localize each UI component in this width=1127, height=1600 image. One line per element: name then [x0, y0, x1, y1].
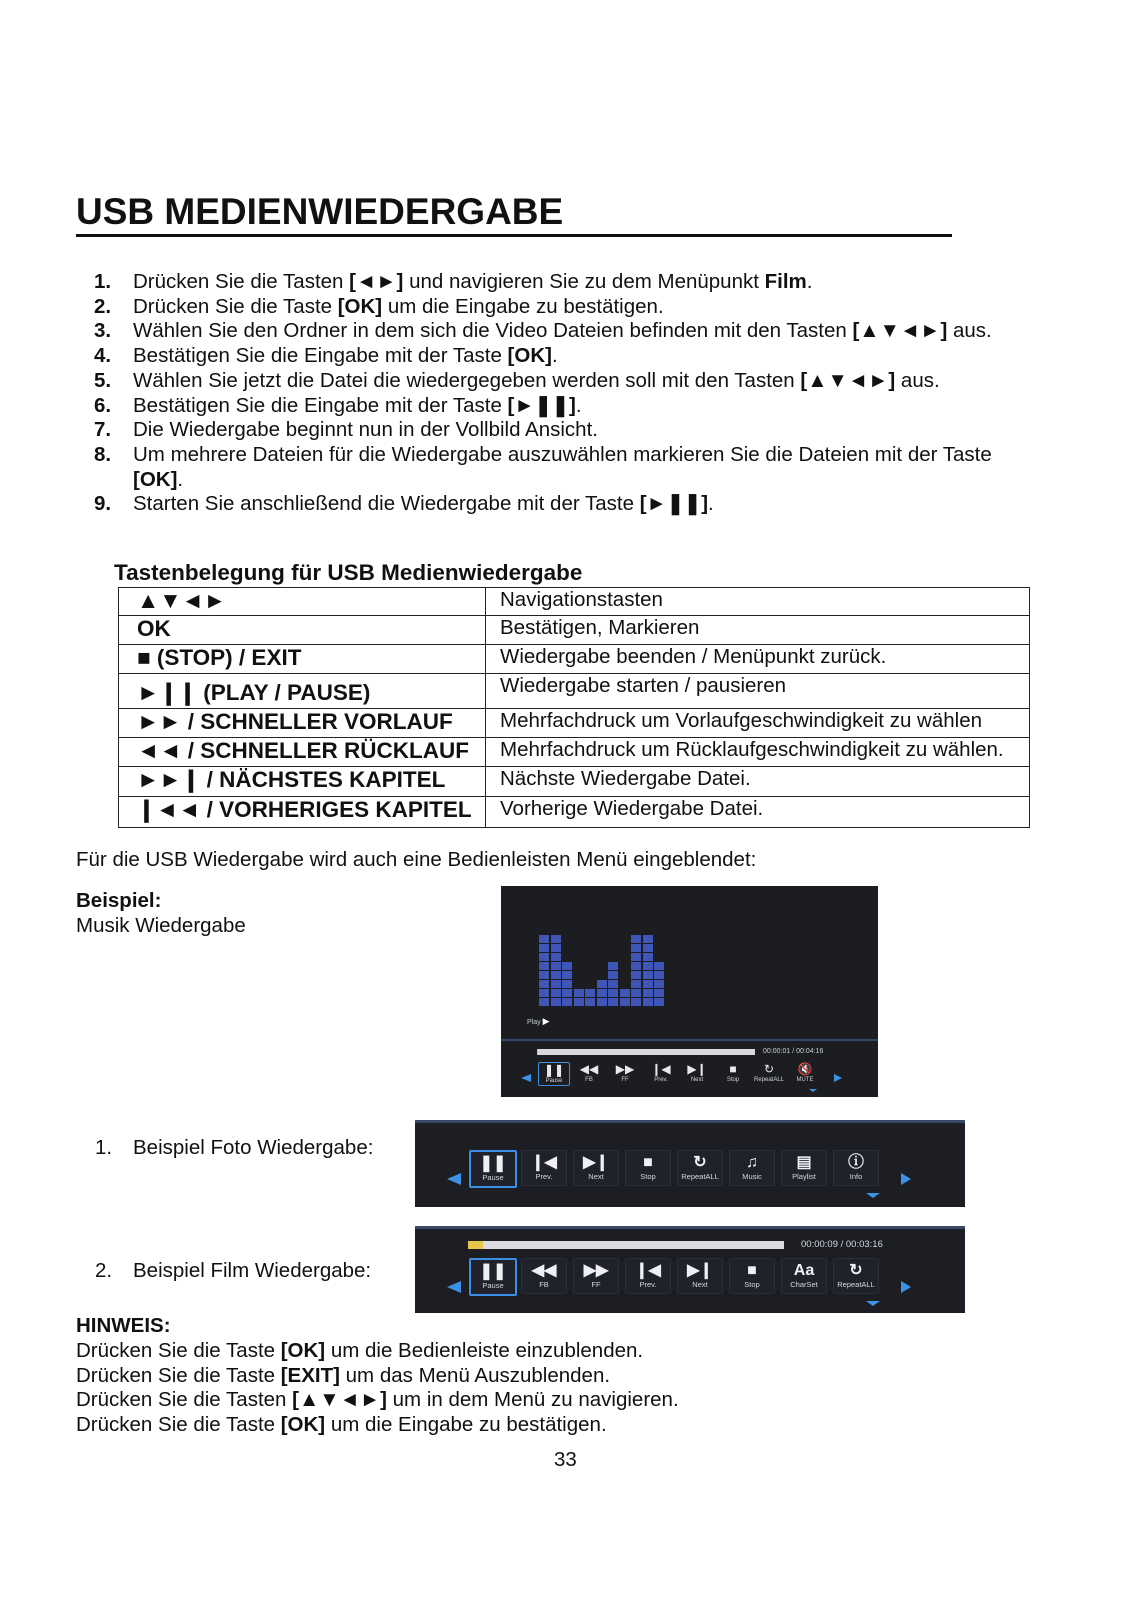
- equalizer-cell: [620, 998, 630, 1006]
- table-row: [119, 674, 1030, 709]
- mute-icon: 🔇: [797, 1061, 813, 1076]
- button-label: RepeatALL: [681, 1172, 719, 1181]
- scroll-left-icon[interactable]: [521, 1074, 531, 1082]
- previous-icon: ❙◀: [651, 1061, 671, 1076]
- equalizer-cell: [551, 980, 561, 988]
- desc-cell: Bestätigen, Markieren: [486, 616, 1030, 645]
- note-line: Drücken Sie die Tasten [▲▼◄►] um in dem Menü zu navigieren.: [76, 1388, 679, 1412]
- photo-playback-screenshot: [415, 1120, 965, 1207]
- button-label: Prev.: [654, 1076, 668, 1083]
- equalizer-cell: [654, 971, 664, 979]
- stop-button[interactable]: [718, 1062, 748, 1084]
- page-number: 33: [554, 1448, 577, 1471]
- music-button[interactable]: [729, 1150, 775, 1186]
- next-icon: ▶❙: [687, 1061, 707, 1076]
- key-cell: ▲▼◄►: [119, 588, 486, 616]
- equalizer-cell: [597, 980, 607, 988]
- equalizer-cell: [551, 944, 561, 952]
- film-playback-screenshot: [415, 1226, 965, 1313]
- expand-down-icon[interactable]: [866, 1301, 880, 1306]
- example-music-label: Musik Wiedergabe: [76, 914, 246, 937]
- step-item: 4. Bestätigen Sie die Eingabe mit der Taste [OK].: [94, 344, 558, 368]
- key-cell: OK: [119, 616, 486, 645]
- equalizer-cell: [585, 989, 595, 997]
- equalizer-cell: [574, 998, 584, 1006]
- repeat-icon: ↻: [763, 1061, 775, 1076]
- repeatall-button[interactable]: [754, 1062, 784, 1084]
- music-playback-screenshot: [501, 886, 878, 1097]
- equalizer-cell: [631, 989, 641, 997]
- photo-example-label: Beispiel Foto Wiedergabe:: [133, 1136, 374, 1159]
- equalizer-cell: [539, 998, 549, 1006]
- progress-fill: [468, 1241, 483, 1249]
- photo-example-num: 1.: [95, 1136, 113, 1159]
- music-control-bar: [538, 1062, 838, 1086]
- equalizer-cell: [539, 971, 549, 979]
- equalizer-cell: [608, 971, 618, 979]
- prev-button[interactable]: [625, 1258, 671, 1294]
- button-label: Prev.: [535, 1172, 553, 1181]
- equalizer-cell: [597, 998, 607, 1006]
- button-label: Prev.: [639, 1280, 657, 1289]
- table-row: [119, 797, 1030, 828]
- fast-forward-icon: ▶▶: [583, 1262, 609, 1279]
- step-item: 2. Drücken Sie die Taste [OK] um die Eingabe zu bestätigen.: [94, 294, 664, 318]
- table-row: [119, 709, 1030, 738]
- progress-track: [468, 1241, 784, 1249]
- step-item: 3. Wählen Sie den Ordner in dem sich die Video Dateien befinden mit den Tasten [▲▼◄►] aus.: [94, 319, 992, 343]
- stop-button[interactable]: [625, 1150, 671, 1186]
- pause-icon: ❚❚: [479, 1263, 507, 1280]
- scroll-right-icon[interactable]: [901, 1281, 911, 1293]
- music-note-icon: ♫: [746, 1154, 758, 1171]
- button-label: Next: [692, 1280, 708, 1289]
- equalizer-graphic: [539, 932, 669, 1007]
- equalizer-cell: [643, 998, 653, 1006]
- equalizer-cell: [631, 980, 641, 988]
- equalizer-cell: [585, 998, 595, 1006]
- equalizer-cell: [562, 980, 572, 988]
- equalizer-cell: [654, 998, 664, 1006]
- next-icon: ▶❙: [687, 1262, 713, 1279]
- film-example-label: Beispiel Film Wiedergabe:: [133, 1259, 372, 1282]
- playlist-button[interactable]: [781, 1150, 827, 1186]
- play-status: Play ▶: [527, 1016, 550, 1026]
- intro-text: Für die USB Wiedergabe wird auch eine Bedienleisten Menü eingeblendet:: [76, 848, 757, 871]
- equalizer-cell: [631, 971, 641, 979]
- repeat-icon: ↻: [693, 1154, 707, 1171]
- equalizer-cell: [631, 998, 641, 1006]
- button-label: Playlist: [792, 1172, 816, 1181]
- button-label: RepeatALL: [837, 1280, 875, 1289]
- button-label: FF: [591, 1280, 601, 1289]
- pause-button[interactable]: [538, 1062, 570, 1086]
- button-label: MUTE: [796, 1076, 814, 1083]
- fb-button[interactable]: [521, 1258, 567, 1294]
- ff-button[interactable]: [610, 1062, 640, 1084]
- note-line: Drücken Sie die Taste [OK] um die Eingabe zu bestätigen.: [76, 1413, 607, 1437]
- scroll-left-icon[interactable]: [447, 1173, 461, 1185]
- film-control-bar: [469, 1258, 889, 1294]
- button-label: FB: [539, 1280, 549, 1289]
- next-button[interactable]: [677, 1258, 723, 1294]
- equalizer-cell: [574, 989, 584, 997]
- button-label: Info: [849, 1172, 863, 1181]
- next-button[interactable]: [682, 1062, 712, 1084]
- progress-fill: [537, 1049, 538, 1055]
- stop-icon: ■: [729, 1061, 737, 1076]
- progress-track: [537, 1049, 755, 1055]
- button-label: Pause: [545, 1077, 563, 1084]
- equalizer-cell: [551, 998, 561, 1006]
- pause-button[interactable]: [469, 1150, 517, 1188]
- pause-icon: ❚❚: [479, 1155, 507, 1172]
- key-cell: ◄◄ / SCHNELLER RÜCKLAUF: [119, 738, 486, 767]
- equalizer-cell: [654, 980, 664, 988]
- button-label: Stop: [726, 1076, 740, 1083]
- equalizer-cell: [539, 935, 549, 943]
- equalizer-cell: [643, 989, 653, 997]
- table-row: [119, 588, 1030, 616]
- notes-block: [76, 1339, 976, 1438]
- fb-button[interactable]: [574, 1062, 604, 1084]
- equalizer-cell: [562, 962, 572, 970]
- expand-down-icon[interactable]: [866, 1193, 880, 1198]
- charset-button[interactable]: [781, 1258, 827, 1294]
- equalizer-cell: [597, 989, 607, 997]
- equalizer-cell: [539, 944, 549, 952]
- repeatall-button[interactable]: [677, 1150, 723, 1186]
- note-line: Drücken Sie die Taste [EXIT] um das Menü Auszublenden.: [76, 1363, 611, 1387]
- film-example-num: 2.: [95, 1259, 113, 1282]
- time-readout: 00:00:09 / 00:03:16: [801, 1239, 883, 1250]
- example-label: Beispiel:: [76, 889, 162, 912]
- button-label: Next: [588, 1172, 604, 1181]
- equalizer-cell: [631, 944, 641, 952]
- equalizer-cell: [643, 953, 653, 961]
- desc-cell: Wiedergabe starten / pausieren: [486, 674, 1030, 709]
- rewind-icon: ◀◀: [531, 1262, 557, 1279]
- key-cell: ►► / SCHNELLER VORLAUF: [119, 709, 486, 738]
- pause-icon: ❚❚: [543, 1062, 565, 1077]
- table-row: [119, 738, 1030, 767]
- button-label: Pause: [482, 1281, 504, 1290]
- page-title: USB MEDIENWIEDERGABE: [76, 190, 952, 237]
- previous-icon: ❙◀: [531, 1154, 557, 1171]
- time-readout: 00:00:01 / 00:04:16: [763, 1048, 824, 1055]
- table-row: [119, 616, 1030, 645]
- info-icon: ⓘ: [847, 1154, 864, 1171]
- step-item: 8. Um mehrere Dateien für die Wiedergabe auszuwählen markieren Sie die Dateien mit der Taste [OK].: [94, 442, 992, 491]
- scroll-right-icon[interactable]: [901, 1173, 911, 1185]
- equalizer-cell: [608, 989, 618, 997]
- equalizer-cell: [620, 989, 630, 997]
- equalizer-cell: [551, 989, 561, 997]
- keymap-table: [118, 587, 1030, 828]
- equalizer-cell: [562, 998, 572, 1006]
- desc-cell: Vorherige Wiedergabe Datei.: [486, 797, 1030, 828]
- charset-icon: Aa: [793, 1262, 815, 1279]
- stop-icon: ■: [643, 1154, 653, 1171]
- equalizer-cell: [539, 953, 549, 961]
- note-title: HINWEIS:: [76, 1314, 171, 1337]
- table-row: [119, 645, 1030, 674]
- equalizer-cell: [551, 953, 561, 961]
- equalizer-cell: [643, 971, 653, 979]
- repeatall-button[interactable]: [833, 1258, 879, 1294]
- prev-button[interactable]: [521, 1150, 567, 1186]
- equalizer-cell: [539, 989, 549, 997]
- button-label: RepeatALL: [753, 1076, 785, 1083]
- equalizer-cell: [562, 989, 572, 997]
- keymap-heading: Tastenbelegung für USB Medienwiedergabe: [114, 560, 583, 585]
- next-button[interactable]: [573, 1150, 619, 1186]
- equalizer-cell: [654, 962, 664, 970]
- button-label: CharSet: [790, 1280, 818, 1289]
- divider: [501, 1039, 878, 1041]
- step-item: 9. Starten Sie anschließend die Wiedergabe mit der Taste [►❚❚].: [94, 492, 714, 516]
- play-icon: ▶: [542, 1016, 550, 1026]
- pause-button[interactable]: [469, 1258, 517, 1296]
- mute-button[interactable]: [790, 1062, 820, 1084]
- equalizer-cell: [539, 962, 549, 970]
- desc-cell: Wiedergabe beenden / Menüpunkt zurück.: [486, 645, 1030, 674]
- desc-cell: Mehrfachdruck um Vorlaufgeschwindigkeit zu wählen: [486, 709, 1030, 738]
- key-cell: ►►❙ / NÄCHSTES KAPITEL: [119, 767, 486, 797]
- equalizer-cell: [551, 935, 561, 943]
- desc-cell: Nächste Wiedergabe Datei.: [486, 767, 1030, 797]
- playlist-icon: ▤: [796, 1154, 812, 1171]
- equalizer-cell: [643, 962, 653, 970]
- key-cell: ►❙❙ (PLAY / PAUSE): [119, 674, 486, 709]
- equalizer-cell: [608, 998, 618, 1006]
- desc-cell: Navigationstasten: [486, 588, 1030, 616]
- next-icon: ▶❙: [583, 1154, 609, 1171]
- ff-button[interactable]: [573, 1258, 619, 1294]
- step-item: 1. Drücken Sie die Tasten [◄►] und navigieren Sie zu dem Menüpunkt Film.: [94, 270, 813, 293]
- step-item: 7. Die Wiedergabe beginnt nun in der Vollbild Ansicht.: [94, 418, 598, 442]
- equalizer-cell: [643, 980, 653, 988]
- button-label: Stop: [640, 1172, 656, 1181]
- equalizer-cell: [643, 944, 653, 952]
- table-row: [119, 767, 1030, 797]
- expand-down-icon[interactable]: [809, 1089, 817, 1092]
- instruction-steps: [76, 270, 1036, 517]
- button-label: Stop: [744, 1280, 760, 1289]
- equalizer-cell: [654, 989, 664, 997]
- button-label: FF: [621, 1076, 629, 1083]
- equalizer-cell: [631, 935, 641, 943]
- repeat-icon: ↻: [849, 1262, 863, 1279]
- equalizer-cell: [631, 962, 641, 970]
- fast-forward-icon: ▶▶: [615, 1061, 635, 1076]
- button-label: FB: [585, 1076, 593, 1083]
- button-label: Music: [742, 1172, 762, 1181]
- equalizer-cell: [608, 962, 618, 970]
- info-button[interactable]: [833, 1150, 879, 1186]
- step-item: 6. Bestätigen Sie die Eingabe mit der Taste [►❚❚].: [94, 393, 582, 417]
- equalizer-cell: [643, 935, 653, 943]
- previous-icon: ❙◀: [635, 1262, 661, 1279]
- rewind-icon: ◀◀: [579, 1061, 599, 1076]
- desc-cell: Mehrfachdruck um Rücklaufgeschwindigkeit zu wählen.: [486, 738, 1030, 767]
- button-label: Pause: [482, 1173, 504, 1182]
- equalizer-cell: [551, 962, 561, 970]
- equalizer-cell: [562, 971, 572, 979]
- equalizer-cell: [539, 980, 549, 988]
- photo-control-bar: [469, 1150, 889, 1186]
- key-cell: ❙◄◄ / VORHERIGES KAPITEL: [119, 797, 486, 828]
- stop-button[interactable]: [729, 1258, 775, 1294]
- prev-button[interactable]: [646, 1062, 676, 1084]
- button-label: Next: [690, 1076, 704, 1083]
- equalizer-cell: [631, 953, 641, 961]
- scroll-left-icon[interactable]: [447, 1281, 461, 1293]
- key-cell: ■ (STOP) / EXIT: [119, 645, 486, 674]
- equalizer-cell: [608, 980, 618, 988]
- equalizer-cell: [551, 971, 561, 979]
- step-item: 5. Wählen Sie jetzt die Datei die wiedergegeben werden soll mit den Tasten [▲▼◄►] aus.: [94, 368, 940, 392]
- note-line: Drücken Sie die Taste [OK] um die Bedienleiste einzublenden.: [76, 1339, 644, 1362]
- stop-icon: ■: [747, 1262, 757, 1279]
